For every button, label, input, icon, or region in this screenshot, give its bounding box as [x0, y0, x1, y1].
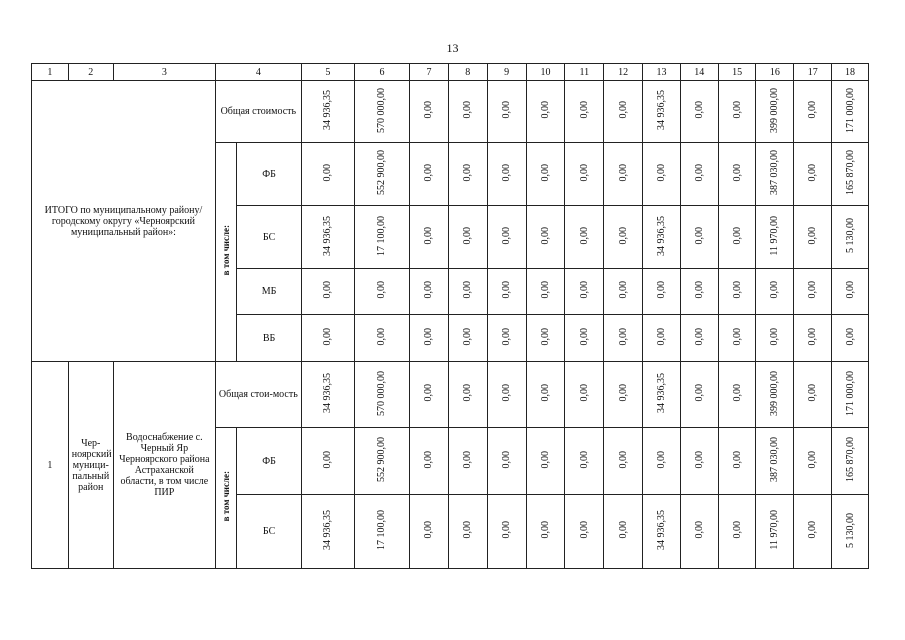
value-cell: 0,00 — [526, 495, 565, 569]
value-cell: 0,00 — [487, 315, 526, 362]
value-cell: 0,00 — [448, 315, 487, 362]
value-cell: 0,00 — [832, 315, 869, 362]
value-cell: 0,00 — [680, 315, 718, 362]
value-cell: 0,00 — [756, 269, 794, 315]
value-cell: 0,00 — [680, 269, 718, 315]
col-header: 5 — [301, 64, 354, 81]
value-cell: 0,00 — [718, 269, 756, 315]
value-cell: 0,00 — [448, 495, 487, 569]
value-cell: 0,00 — [718, 315, 756, 362]
col-header: 10 — [526, 64, 565, 81]
value-cell: 0,00 — [794, 269, 832, 315]
col-header: 14 — [680, 64, 718, 81]
value-cell: 399 000,00 — [756, 81, 794, 143]
value-cell: 0,00 — [718, 495, 756, 569]
col-header: 2 — [68, 64, 113, 81]
value-cell: 0,00 — [604, 362, 643, 428]
value-cell: 0,00 — [794, 495, 832, 569]
value-cell: 0,00 — [448, 206, 487, 269]
value-cell: 552 900,00 — [354, 143, 409, 206]
value-cell: 0,00 — [680, 81, 718, 143]
value-cell: 171 000,00 — [832, 362, 869, 428]
value-cell: 0,00 — [565, 495, 604, 569]
value-cell: 0,00 — [680, 495, 718, 569]
value-cell: 0,00 — [301, 269, 354, 315]
value-cell: 0,00 — [794, 206, 832, 269]
value-cell: 0,00 — [410, 362, 449, 428]
budget-table — [31, 63, 869, 569]
col-header: 15 — [718, 64, 756, 81]
value-cell: 0,00 — [643, 269, 681, 315]
value-cell: 387 030,00 — [756, 428, 794, 495]
col-header: 8 — [448, 64, 487, 81]
col-header: 6 — [354, 64, 409, 81]
col-header: 1 — [32, 64, 69, 81]
value-cell: 0,00 — [410, 206, 449, 269]
value-cell: 0,00 — [604, 495, 643, 569]
value-cell: 0,00 — [487, 143, 526, 206]
value-cell: 0,00 — [301, 315, 354, 362]
value-cell: 0,00 — [604, 81, 643, 143]
value-cell: 34 936,35 — [643, 81, 681, 143]
col-header: 16 — [756, 64, 794, 81]
value-cell: 0,00 — [718, 428, 756, 495]
value-cell: 171 000,00 — [832, 81, 869, 143]
value-cell: 0,00 — [487, 81, 526, 143]
value-cell: 0,00 — [794, 143, 832, 206]
item-number: 1 — [32, 362, 69, 569]
col-header: 17 — [794, 64, 832, 81]
value-cell: 0,00 — [301, 143, 354, 206]
value-cell: 0,00 — [718, 362, 756, 428]
value-cell: 0,00 — [680, 428, 718, 495]
value-cell: 165 870,00 — [832, 143, 869, 206]
value-cell: 11 970,00 — [756, 495, 794, 569]
col-header: 3 — [113, 64, 215, 81]
col-header: 7 — [410, 64, 449, 81]
value-cell: 0,00 — [526, 362, 565, 428]
page-number: 13 — [446, 41, 459, 55]
value-cell: 387 030,00 — [756, 143, 794, 206]
value-cell: 0,00 — [448, 428, 487, 495]
value-cell: 0,00 — [448, 362, 487, 428]
value-cell: 0,00 — [565, 315, 604, 362]
value-cell: 165 870,00 — [832, 428, 869, 495]
value-cell: 0,00 — [604, 206, 643, 269]
value-cell: 0,00 — [565, 143, 604, 206]
value-cell: 0,00 — [410, 495, 449, 569]
row-type-label: ФБ — [237, 428, 301, 495]
value-cell: 0,00 — [643, 143, 681, 206]
value-cell: 11 970,00 — [756, 206, 794, 269]
value-cell: 0,00 — [680, 206, 718, 269]
value-cell: 0,00 — [487, 495, 526, 569]
value-cell: 0,00 — [604, 428, 643, 495]
value-cell: 0,00 — [354, 269, 409, 315]
value-cell: 34 936,35 — [301, 81, 354, 143]
value-cell: 0,00 — [487, 206, 526, 269]
value-cell: 0,00 — [410, 428, 449, 495]
value-cell: 0,00 — [448, 269, 487, 315]
value-cell: 0,00 — [680, 362, 718, 428]
value-cell: 0,00 — [794, 81, 832, 143]
value-cell: 34 936,35 — [643, 362, 681, 428]
header-row — [32, 64, 869, 81]
value-cell: 0,00 — [565, 81, 604, 143]
value-cell: 0,00 — [354, 315, 409, 362]
value-cell: 34 936,35 — [643, 206, 681, 269]
value-cell: 0,00 — [448, 143, 487, 206]
value-cell: 0,00 — [794, 428, 832, 495]
row-type-label: БС — [237, 495, 301, 569]
value-cell: 0,00 — [718, 81, 756, 143]
value-cell: 0,00 — [526, 315, 565, 362]
value-cell: 552 900,00 — [354, 428, 409, 495]
col-header: 11 — [565, 64, 604, 81]
value-cell: 0,00 — [410, 81, 449, 143]
table-row — [32, 81, 869, 143]
col-header: 13 — [643, 64, 681, 81]
value-cell: 0,00 — [718, 143, 756, 206]
col-header: 18 — [832, 64, 869, 81]
value-cell: 0,00 — [794, 362, 832, 428]
row-type-label: МБ — [237, 269, 301, 315]
value-cell: 0,00 — [643, 428, 681, 495]
value-cell: 0,00 — [565, 206, 604, 269]
row-type-label: ФБ — [237, 143, 301, 206]
value-cell: 0,00 — [832, 269, 869, 315]
value-cell: 0,00 — [604, 315, 643, 362]
value-cell: 0,00 — [643, 315, 681, 362]
value-cell: 0,00 — [526, 81, 565, 143]
value-cell: 0,00 — [487, 362, 526, 428]
value-cell: 0,00 — [410, 143, 449, 206]
value-cell: 0,00 — [526, 269, 565, 315]
value-cell: 399 000,00 — [756, 362, 794, 428]
project-label: Водоснабжение с. Черный Яр Черноярского района Астраханской области, в том числе ПИР — [113, 362, 215, 569]
col-header: 4 — [215, 64, 301, 81]
including-label: в том числе: — [215, 428, 236, 569]
col-header: 12 — [604, 64, 643, 81]
value-cell: 5 130,00 — [832, 206, 869, 269]
value-cell: 0,00 — [410, 315, 449, 362]
value-cell: 570 000,00 — [354, 362, 409, 428]
district-label: Чер-ноярский муници-пальный район — [68, 362, 113, 569]
value-cell: 0,00 — [410, 269, 449, 315]
value-cell: 0,00 — [604, 143, 643, 206]
value-cell: 0,00 — [487, 269, 526, 315]
value-cell: 0,00 — [565, 362, 604, 428]
value-cell: 0,00 — [526, 143, 565, 206]
row-type-label: БС — [237, 206, 301, 269]
value-cell: 0,00 — [301, 428, 354, 495]
value-cell: 0,00 — [565, 428, 604, 495]
total-label: ИТОГО по муниципальному району/ городскому округу «Черноярский муниципальный район»: — [32, 81, 216, 362]
table-row — [32, 362, 869, 428]
row-type-label: Общая стои-мость — [215, 362, 301, 428]
value-cell: 0,00 — [794, 315, 832, 362]
value-cell: 0,00 — [718, 206, 756, 269]
value-cell: 0,00 — [487, 428, 526, 495]
value-cell: 0,00 — [526, 206, 565, 269]
row-type-label: Общая стоимость — [215, 81, 301, 143]
value-cell: 34 936,35 — [301, 362, 354, 428]
value-cell: 570 000,00 — [354, 81, 409, 143]
col-header: 9 — [487, 64, 526, 81]
value-cell: 17 100,00 — [354, 206, 409, 269]
including-label: в том числе: — [215, 143, 236, 362]
value-cell: 34 936,35 — [643, 495, 681, 569]
value-cell: 0,00 — [526, 428, 565, 495]
value-cell: 0,00 — [680, 143, 718, 206]
value-cell: 34 936,35 — [301, 495, 354, 569]
value-cell: 0,00 — [756, 315, 794, 362]
value-cell: 0,00 — [448, 81, 487, 143]
value-cell: 0,00 — [604, 269, 643, 315]
value-cell: 17 100,00 — [354, 495, 409, 569]
value-cell: 0,00 — [565, 269, 604, 315]
row-type-label: ВБ — [237, 315, 301, 362]
value-cell: 34 936,35 — [301, 206, 354, 269]
value-cell: 5 130,00 — [832, 495, 869, 569]
